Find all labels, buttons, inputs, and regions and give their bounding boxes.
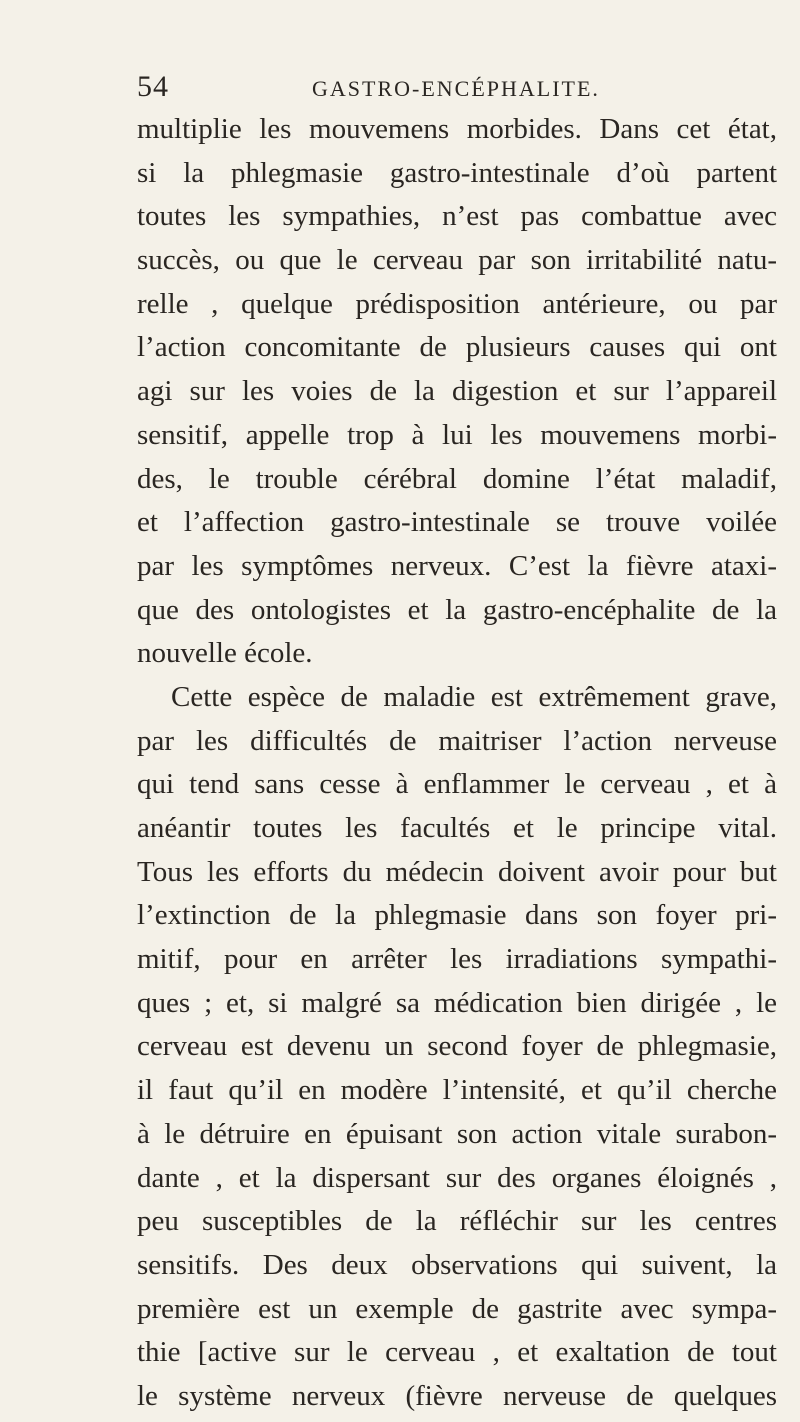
text-line: multiplie les mouvemens morbides. Dans cet état, <box>137 113 777 145</box>
text-line: toutes les sympathies, n’est pas combattue avec <box>137 200 777 233</box>
text-line: nouvelle école. <box>137 637 313 670</box>
text-line: anéantir toutes les facultés et le principe vital. <box>137 812 777 844</box>
text-line: à le détruire en épuisant son action vitale surabon- <box>137 1117 777 1150</box>
text-line: Cette espèce de maladie est extrêmement grave, <box>171 680 777 713</box>
text-line: par les difficultés de maitriser l’action nerveuse <box>137 724 777 757</box>
text-line: le système nerveux (fièvre nerveuse de quelques <box>137 1379 777 1412</box>
text-line: par les symptômes nerveux. C’est la fièvre ataxi- <box>137 549 777 582</box>
page-number: 54 <box>137 70 169 103</box>
text-line: sensitif, appelle trop à lui les mouvemens morbi- <box>137 418 777 451</box>
text-line: des, le trouble cérébral domine l’état maladif, <box>137 462 777 495</box>
text-line: dante , et la dispersant sur des organes éloignés , <box>137 1161 777 1194</box>
text-line: succès, ou que le cerveau par son irritabilité natu- <box>137 244 777 277</box>
text-line: l’action concomitante de plusieurs causes qui ont <box>137 331 777 364</box>
running-title: GASTRO-ENCÉPHALITE. <box>312 76 600 101</box>
text-line: peu susceptibles de la réfléchir sur les centres <box>137 1205 777 1238</box>
text-line: première est un exemple de gastrite avec sympa- <box>137 1292 777 1325</box>
text-line: et l’affection gastro-intestinale se trouve voilée <box>137 506 777 539</box>
text-line: ques ; et, si malgré sa médication bien dirigée , le <box>137 986 777 1019</box>
text-line: thie [active sur le cerveau , et exaltation de tout <box>137 1336 777 1369</box>
text-line: sensitifs. Des deux observations qui suivent, la <box>137 1248 777 1281</box>
body-text <box>137 108 777 1419</box>
text-line: relle , quelque prédisposition antérieure, ou par <box>137 287 777 320</box>
text-line: cerveau est devenu un second foyer de phlegmasie, <box>137 1030 777 1063</box>
text-line: agi sur les voies de la digestion et sur l’appareil <box>137 375 777 408</box>
text-line: l’extinction de la phlegmasie dans son foyer pri- <box>137 899 777 932</box>
text-line: que des ontologistes et la gastro-encéphalite de la <box>137 593 777 626</box>
text-line: il faut qu’il en modère l’intensité, et qu’il cherche <box>137 1074 777 1107</box>
text-line: si la phlegmasie gastro-intestinale d’où partent <box>137 156 777 189</box>
page-header <box>137 70 777 110</box>
text-line: qui tend sans cesse à enflammer le cerveau , et à <box>137 768 777 801</box>
text-line: mitif, pour en arrêter les irradiations sympathi- <box>137 943 777 976</box>
text-line: Tous les efforts du médecin doivent avoir pour but <box>137 855 777 888</box>
